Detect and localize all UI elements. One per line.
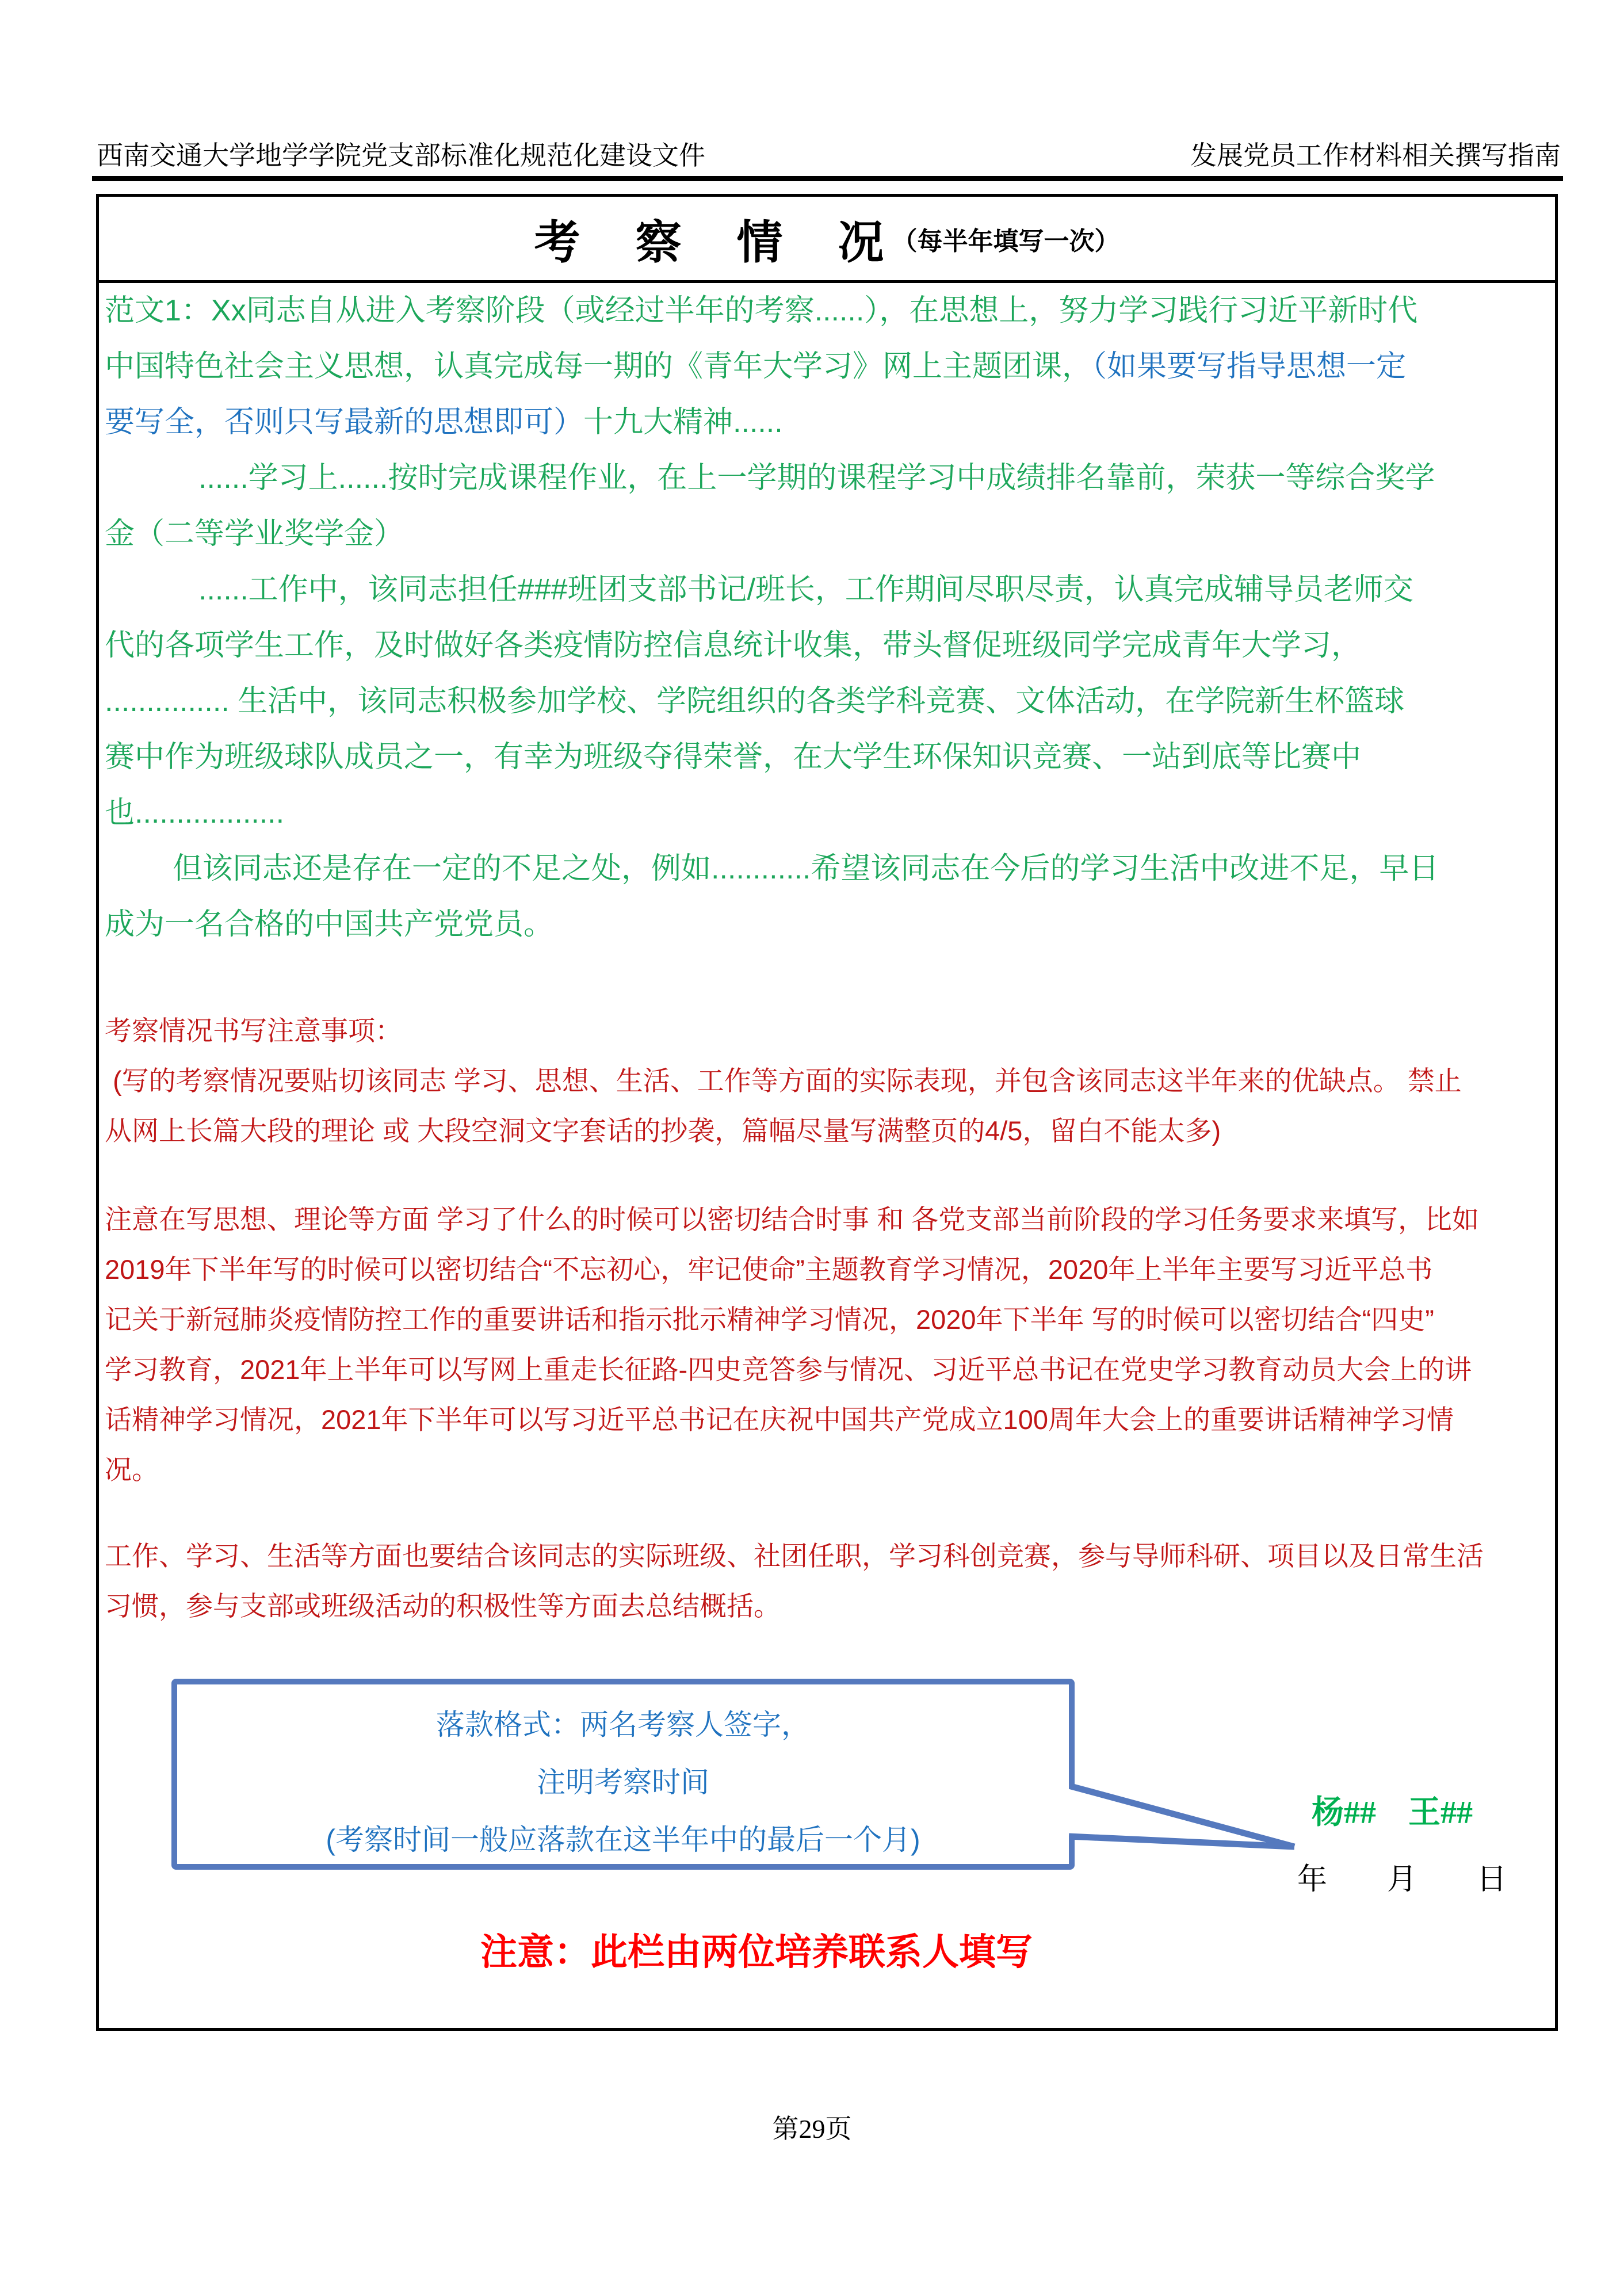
text-run: 金（二等学业奖学金） [105,517,404,551]
text-line [105,339,1552,395]
header-left-text: 西南交通大学地学学院党支部标准化规范化建设文件 [97,141,705,170]
text-run: 习惯，参与支部或班级活动的积极性等方面去总结概括。 [105,1591,781,1621]
text-run: 工作、学习、生活等方面也要结合该同志的实际班级、社团任职，学习科创竞赛，参与导师科研、项目以及日常生活 [105,1541,1484,1571]
text-line [105,1006,1552,1056]
text-line [105,1581,1552,1631]
text-line [105,841,1552,897]
text-run: ......学习上......按时完成课程作业，在上一学期的课程学习中成绩排名靠前，荣获一等综合奖学 [198,461,1435,495]
text-line [105,1294,1552,1344]
notes-theory-block [105,1194,1552,1495]
text-line [105,897,1552,953]
sample-text-block [105,283,1552,953]
text-run: 注意在写思想、理论等方面 学习了什么的时候可以密切结合时事 和 各党支部当前阶段的学习任务要求来填写，比如 [105,1204,1480,1235]
page-title: 考 察 情 况 [534,218,889,269]
text-run: 学习教育，2021年上半年可以写网上重走长征路-四史竞答参与情况、习近平总书记在党史学习教育动员大会上的讲 [105,1354,1472,1385]
text-run: ......工作中，该同志担任###班团支部书记/班长，工作期间尽职尽责，认真完成辅导员老师交 [198,573,1413,606]
date-placeholder: 年 月 日 [1297,1863,1507,1896]
text-line [177,1753,1069,1811]
title-row [99,197,1555,283]
text-line [105,618,1552,674]
text-run: 赛中作为班级球队成员之一，有幸为班级夺得荣誉，在大学生环保知识竞赛、一站到底等比赛中 [105,740,1362,774]
text-line [105,1445,1552,1495]
text-run: （如果要写指导思想一定 [1092,350,1407,383]
text-line [105,785,1552,841]
text-line [105,1106,1552,1156]
text-run: 话精神学习情况，2021年下半年可以写习近平总书记在庆祝中国共产党成立100周年大会上的重要讲话精神学习情 [105,1404,1454,1435]
text-line [105,1244,1552,1294]
header-right-text: 发展党员工作材料相关撰写指南 [1190,141,1561,170]
header-divider-rule [92,176,1563,181]
notes-work-block [105,1531,1552,1631]
text-line [105,562,1552,618]
text-run: 代的各项学生工作，及时做好各类疫情防控信息统计收集，带头督促班级同学完成青年大学习， [105,629,1362,662]
callout-box [171,1679,1075,1870]
text-run: 十九大精神...... [583,406,783,439]
text-run: 况。 [105,1454,159,1485]
callout-text [177,1696,1069,1869]
text-run: 要写全，否则只写最新的思想即可） [105,406,584,439]
observation-table-box [96,194,1558,2031]
text-line [105,450,1552,506]
text-run: 2019年下半年写的时候可以密切结合“不忘初心，牢记使命”主题教育学习情况，2020年上半年主要写习近平总书 [105,1254,1433,1285]
fill-by-contacts-notice: 注意：此栏由两位培养联系人填写 [480,1932,1033,1973]
text-run: (写的考察情况要贴切该同志 学习、思想、生活、工作等方面的实际表现，并包含该同志这半年来的优缺点。 禁止 [113,1065,1462,1096]
text-run: (考察时间一般应落款在这半年中的最后一个月) [326,1824,920,1856]
text-line [105,283,1552,339]
page-number: 第29页 [772,2114,852,2144]
text-line [105,1056,1552,1106]
text-run: 注明考察时间 [537,1766,709,1798]
text-line [177,1811,1069,1869]
table-cell-content [105,283,1552,1631]
text-line [105,395,1552,450]
notes-heading-block [105,1006,1552,1156]
text-run: 成为一名合格的中国共产党党员。 [105,908,554,941]
text-line [105,1344,1552,1395]
text-run: ............... 生活中，该同志积极参加学校、学院组织的各类学科竞赛、文体活动，在学院新生杯篮球 [105,685,1405,718]
text-line [105,1194,1552,1244]
text-line [105,1531,1552,1581]
text-line [105,674,1552,729]
text-line [105,729,1552,785]
page-title-note: （每半年填写一次） [892,227,1120,255]
text-run: 落款格式：两名考察人签字， [436,1709,810,1741]
text-line [105,1395,1552,1445]
text-run: 也.................. [105,796,285,830]
text-line [177,1696,1069,1753]
text-run: 范文1：Xx同志自从进入考察阶段（或经过半年的考察......），在思想上，努力学习践行习近平新时代 [105,294,1418,327]
text-run: 但该同志还是存在一定的不足之处，例如............希望该同志在今后的学习生活中改进不足，早日 [173,852,1439,885]
text-run: 中国特色社会主义思想，认真完成每一期的《青年大学习》网上主题团课， [105,350,1092,383]
text-run: 考察情况书写注意事项： [105,1015,402,1046]
examiner-signatures: 杨## 王## [1312,1795,1473,1831]
text-run: 记关于新冠肺炎疫情防控工作的重要讲话和指示批示精神学习情况，2020年下半年 写的时候可以密切结合“四史” [105,1304,1434,1335]
text-line [105,506,1552,562]
callout-tail-icon [1069,1778,1305,1855]
text-run: 从网上长篇大段的理论 或 大段空洞文字套话的抄袭，篇幅尽量写满整页的4/5，留白不能太多) [105,1115,1221,1146]
